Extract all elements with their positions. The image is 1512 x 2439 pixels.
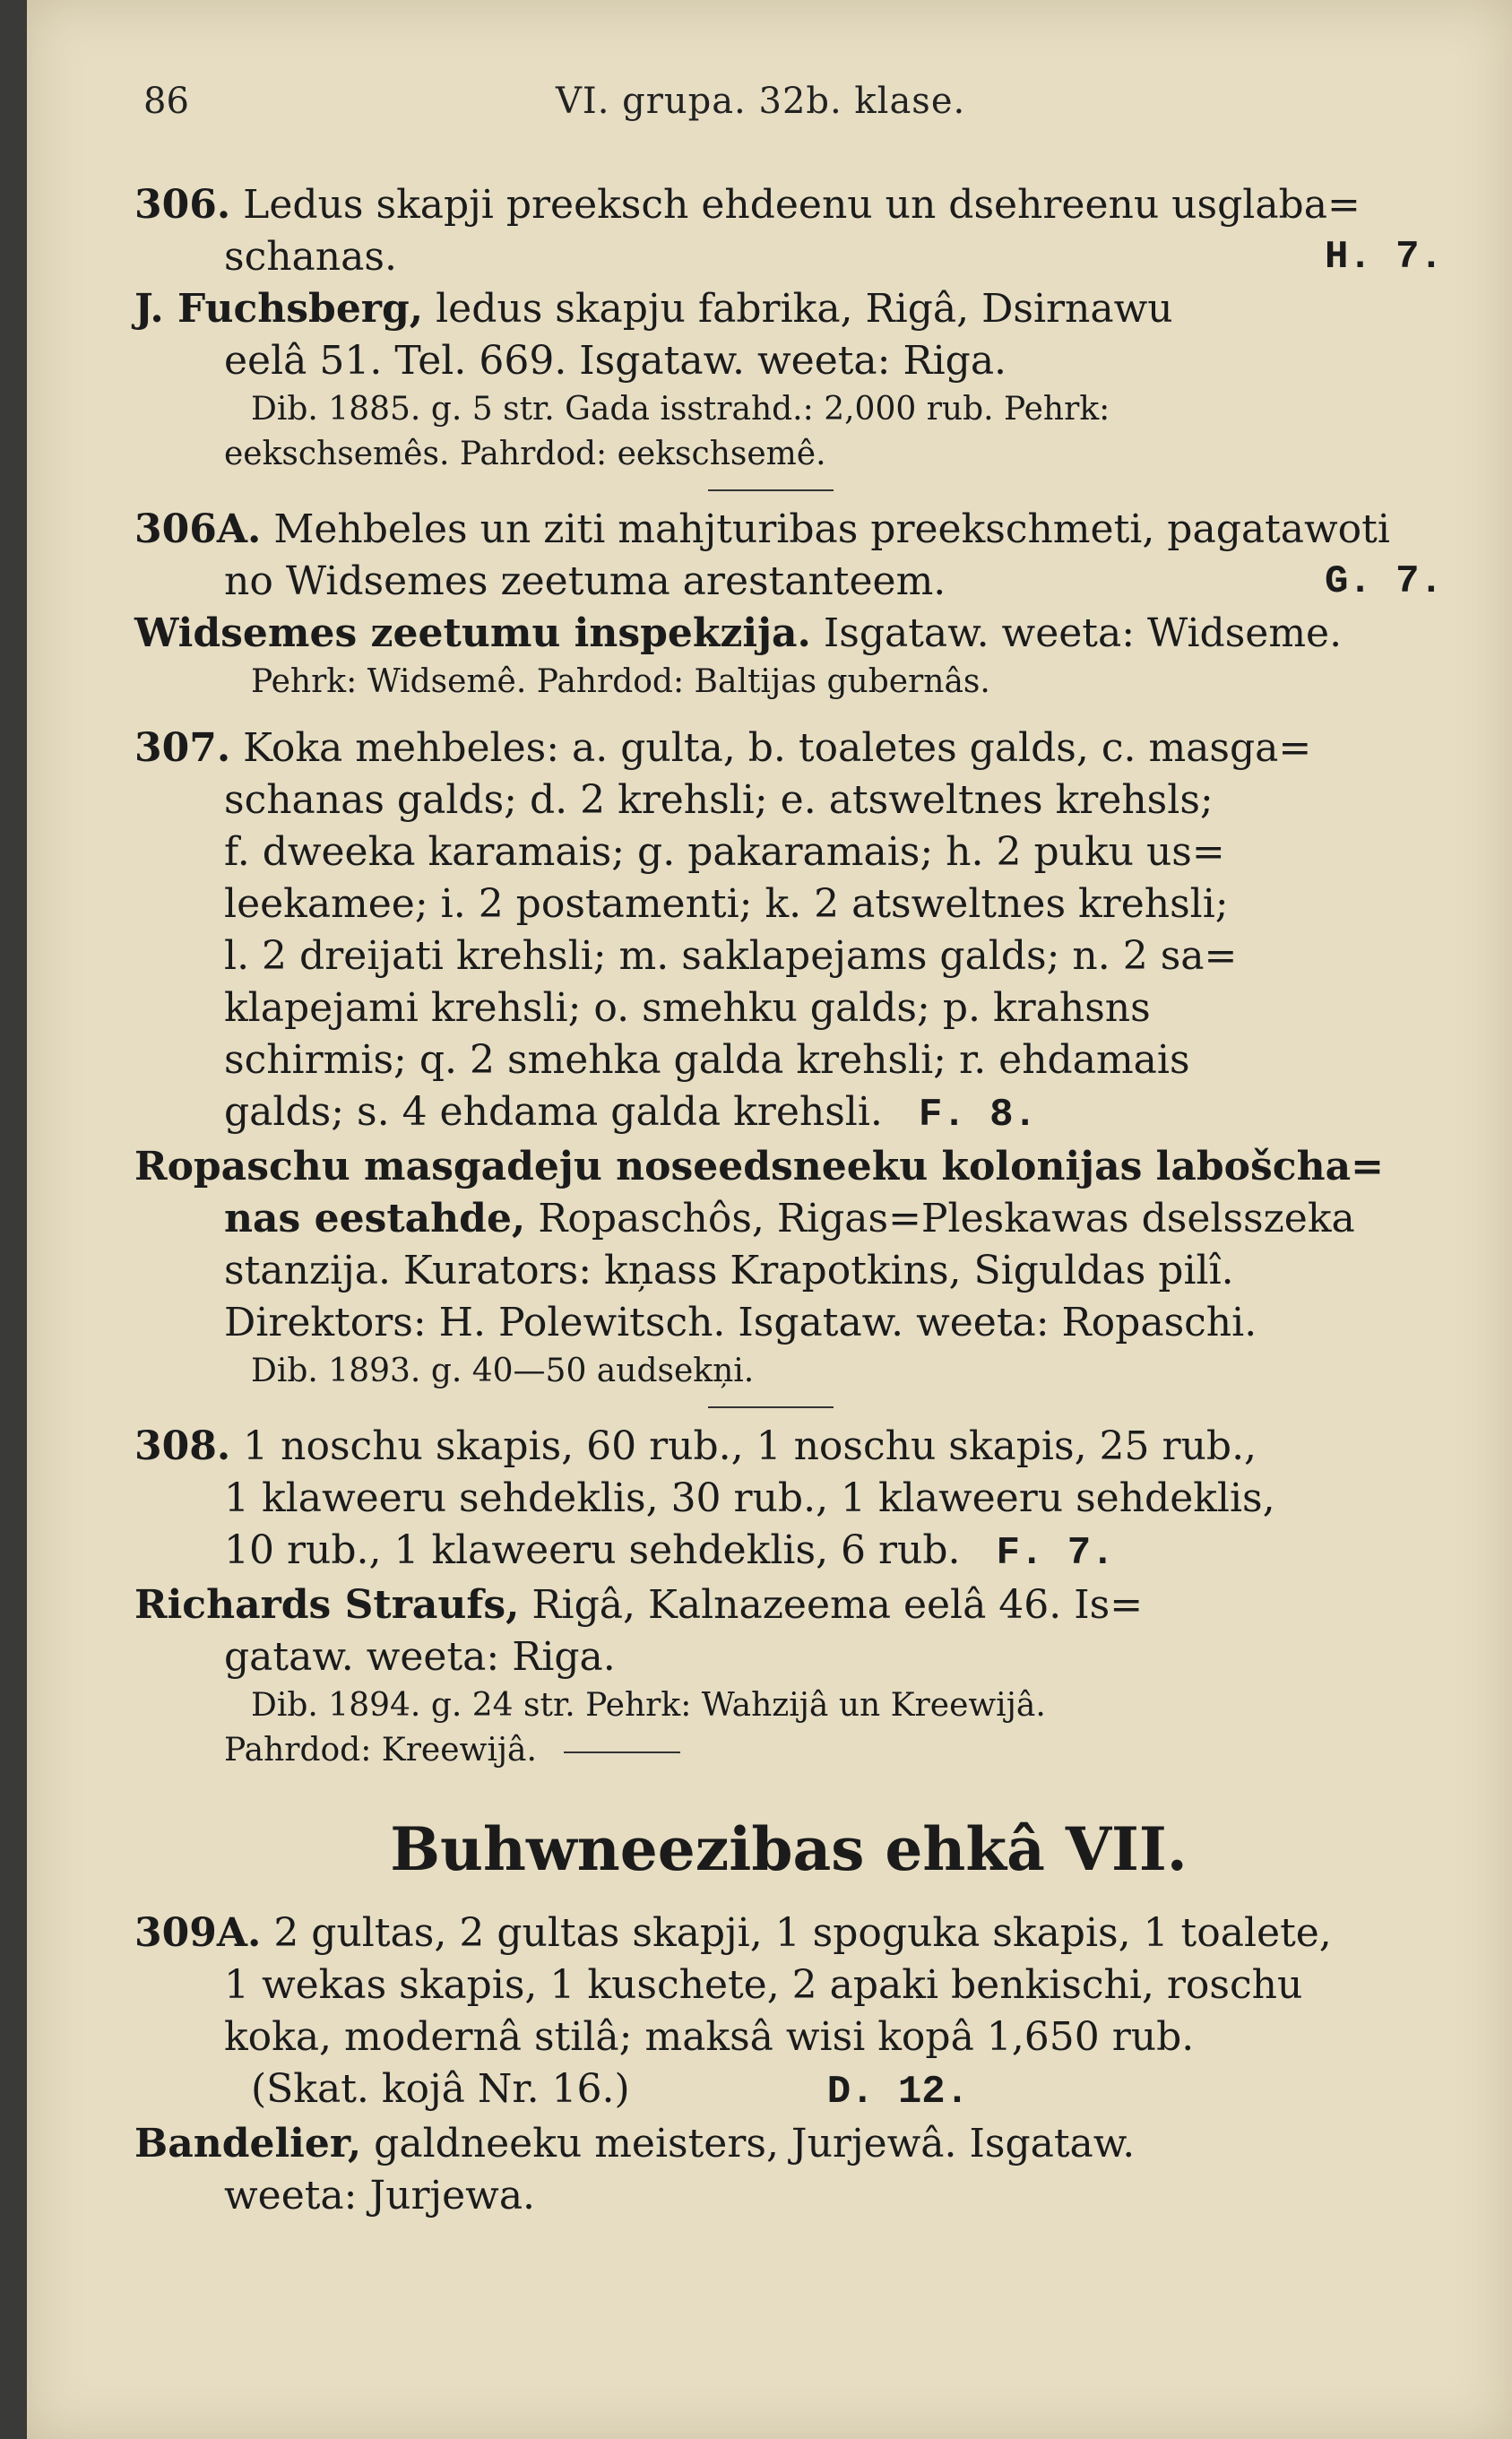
entry-text: 10 rub., 1 klaweeru sehdeklis, 6 rub. (224, 1527, 961, 1573)
entry-text: Mehbeles un ziti mahjturibas preekschmeti, pagatawoti (273, 506, 1390, 552)
entry-text: ledus skapju fabrika, Rigâ, Dsirnawu (436, 286, 1173, 332)
entry-text: gataw. weeta: Riga. (224, 1634, 616, 1680)
entry-text: schirmis; q. 2 smehka galda krehsli; r. ehdamais (224, 1037, 1190, 1083)
entry-text: Ropaschôs, Rigas=Pleskawas dselsszeka (538, 1196, 1355, 1241)
entry-text: Ledus skapji preeksch ehdeenu un dsehreenu usglaba= (243, 182, 1361, 228)
entry-text: Rigâ, Kalnazeema eelâ 46. Is= (531, 1582, 1144, 1628)
exhibitor-name: nas eestahde, (224, 1196, 526, 1241)
entry-text: klapejami krehsli; o. smehku galds; p. krahsns (224, 985, 1151, 1031)
entry-307 (134, 722, 1443, 1394)
entry-text: galdneeku meisters, Jurjewâ. Isgataw. (374, 2121, 1136, 2167)
entry-text: f. dweeka karamais; g. pakaramais; h. 2 puku us= (224, 829, 1225, 875)
page-content (134, 179, 1443, 2235)
entry-details: Dib. 1885. g. 5 str. Gada isstrahd.: 2,000 rub. Pehrk: (251, 391, 1110, 428)
entry-308 (134, 1421, 1443, 1773)
section-title: Buhwneezibas ehkâ VII. (390, 1814, 1188, 1884)
entry-text: (Skat. kojâ Nr. 16.) (251, 2066, 630, 2112)
entry-text: weeta: Jurjewa. (224, 2173, 536, 2218)
class-code: D. 12. (826, 2070, 970, 2115)
entry-text: stanzija. Kurators: kņass Krapotkins, Siguldas pilî. (224, 1248, 1234, 1293)
entry-text: 1 wekas skapis, 1 kuschete, 2 apaki benkischi, roschu (224, 1962, 1303, 2008)
entry-306a (134, 504, 1443, 705)
entry-number: 306A. (134, 506, 262, 552)
exhibitor-name: J. Fuchsberg, (134, 286, 424, 332)
document-page (27, 0, 1512, 2439)
exhibitor-name: Richards Straufs, (134, 1582, 520, 1628)
entry-number: 307. (134, 725, 231, 771)
entry-details: eekschsemês. Pahrdod: eekschsemê. (224, 436, 826, 472)
entry-details: Pehrk: Widsemê. Pahrdod: Baltijas gubernâs. (251, 663, 990, 700)
entry-text: Isgataw. weeta: Widseme. (823, 610, 1343, 656)
entry-text: schanas galds; d. 2 krehsli; e. atsweltnes krehsls; (224, 777, 1214, 823)
entry-text: galds; s. 4 ehdama galda krehsli. (224, 1089, 883, 1135)
divider (708, 489, 834, 491)
entry-text: Direktors: H. Polewitsch. Isgataw. weeta: Ropaschi. (224, 1300, 1257, 1345)
entry-text: no Widsemes zeetuma arestanteem. (224, 558, 946, 604)
page-number: 86 (143, 81, 189, 122)
entry-number: 308. (134, 1423, 231, 1469)
divider (708, 1406, 834, 1408)
entry-details: Dib. 1893. g. 40—50 audsekņi. (251, 1353, 755, 1389)
entry-text: eelâ 51. Tel. 669. Isgataw. weeta: Riga. (224, 338, 1007, 384)
entry-number: 309A. (134, 1910, 262, 1956)
entry-text: koka, modernâ stilâ; maksâ wisi kopâ 1,650 rub. (224, 2014, 1195, 2060)
entry-text: schanas. (224, 234, 397, 280)
exhibitor-name: Ropaschu masgadeju noseedsneeku kolonijas labošcha= (134, 1144, 1384, 1189)
class-code: F. 8. (918, 1093, 1037, 1137)
class-code: H. 7. (1324, 235, 1443, 280)
class-code: F. 7. (996, 1531, 1115, 1576)
entry-text: 1 klaweeru sehdeklis, 30 rub., 1 klaweeru sehdeklis, (224, 1475, 1275, 1521)
entry-text: leekamee; i. 2 postamenti; k. 2 atsweltnes krehsli; (224, 881, 1229, 927)
entry-text: 1 noschu skapis, 60 rub., 1 noschu skapis, 25 rub., (243, 1423, 1257, 1469)
divider (564, 1751, 680, 1753)
entry-details: Pahrdod: Kreewijâ. (224, 1732, 537, 1769)
exhibitor-name: Bandelier, (134, 2121, 362, 2167)
entry-309a (134, 1907, 1443, 2222)
entry-details: Dib. 1894. g. 24 str. Pehrk: Wahzijâ un Kreewijâ. (251, 1687, 1046, 1724)
entry-text: Koka mehbeles: a. gulta, b. toaletes galds, c. masga= (243, 725, 1312, 771)
entry-text: l. 2 dreijati krehsli; m. saklapejams galds; n. 2 sa= (224, 933, 1238, 979)
entry-306 (134, 179, 1443, 477)
entry-number: 306. (134, 182, 231, 228)
running-title: VI. grupa. 32b. klase. (556, 81, 966, 122)
entry-text: 2 gultas, 2 gultas skapji, 1 spoguka skapis, 1 toalete, (273, 1910, 1332, 1956)
exhibitor-name: Widsemes zeetumu inspekzija. (134, 610, 811, 656)
class-code: G. 7. (1324, 559, 1443, 604)
